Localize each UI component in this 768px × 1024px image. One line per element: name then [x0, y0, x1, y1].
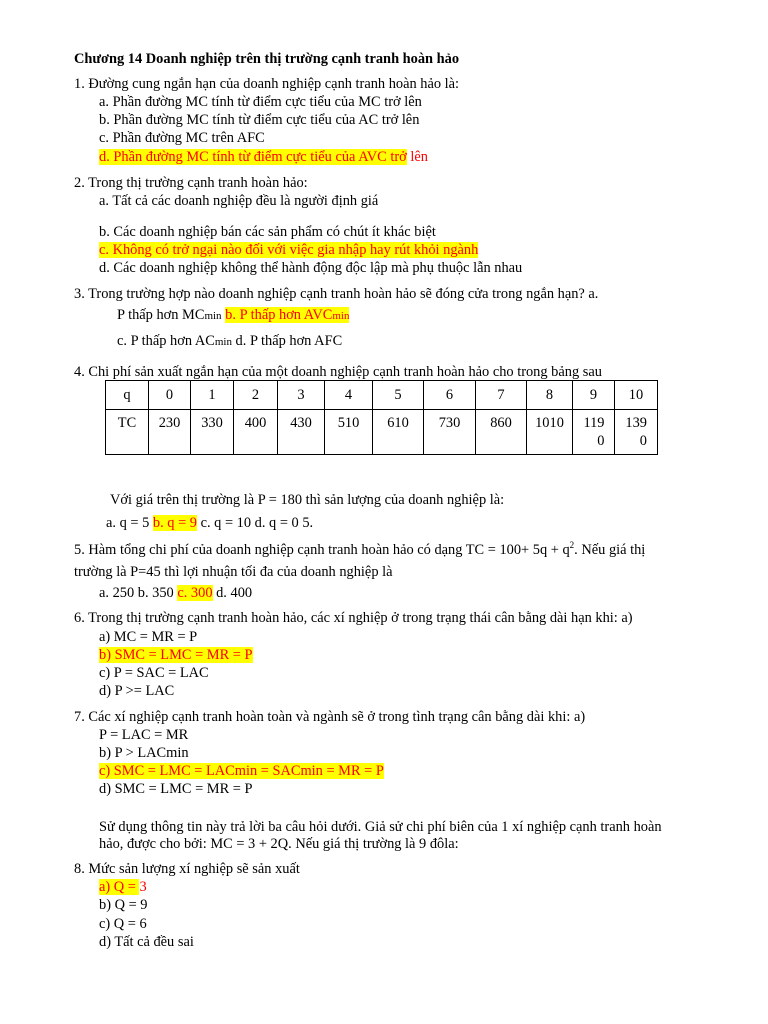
- table-row-q: [106, 381, 658, 410]
- q3-option-c: c. P thấp hơn ACmin: [117, 333, 232, 349]
- table-cell: 730: [424, 410, 476, 455]
- q8-stem: 8. Mức sản lượng xí nghiệp sẽ sản xuất: [74, 861, 300, 877]
- q2-option-c: [99, 241, 478, 259]
- table-cell: 230: [149, 410, 191, 455]
- q7-option-c: [99, 762, 384, 780]
- table-cell: 8: [527, 381, 573, 410]
- q6-option-b: [99, 646, 253, 664]
- q3-option-a: P thấp hơn MCmin: [117, 307, 222, 323]
- table-cell: 610: [373, 410, 424, 455]
- table-cell: 1190: [573, 410, 615, 455]
- q7-stem: 7. Các xí nghiệp cạnh tranh hoàn toàn và ngành sẽ ở trong tình trạng cân bằng dài khi: a): [74, 709, 586, 725]
- q6-stem: 6. Trong thị trường cạnh tranh hoàn hảo, các xí nghiệp ở trong trạng thái cân bằng dài hạn khi: a): [74, 610, 633, 626]
- q8-option-d: d) Tất cả đều sai: [99, 934, 194, 950]
- q3-options-ab: [117, 306, 349, 325]
- table-cell: 4: [325, 381, 373, 410]
- q6-option-c: c) P = SAC = LAC: [99, 665, 209, 681]
- table-cell: 330: [191, 410, 234, 455]
- chapter-title: Chương 14 Doanh nghiệp trên thị trường cạnh tranh hoàn hảo: [74, 51, 460, 67]
- table-cell: 6: [424, 381, 476, 410]
- table-cell: 0: [149, 381, 191, 410]
- table-cell: q: [106, 381, 149, 410]
- table-cell: 7: [476, 381, 527, 410]
- table-row-tc: [106, 410, 658, 455]
- q8-option-b: b) Q = 9: [99, 897, 148, 913]
- info-line1: Sử dụng thông tin này trả lời ba câu hỏi dưới. Giả sử chi phí biên của 1 xí nghiệp cạnh tranh hoàn: [99, 819, 662, 835]
- table-cell: 10: [615, 381, 658, 410]
- q1-stem: 1. Đường cung ngắn hạn của doanh nghiệp cạnh tranh hoàn hảo là:: [74, 76, 460, 92]
- q4-stem: 4. Chi phí sản xuất ngắn hạn của một doanh nghiệp cạnh tranh hoàn hảo cho trong bảng sau: [74, 364, 602, 380]
- q7-option-d: d) SMC = LMC = MR = P: [99, 781, 253, 797]
- q7-option-b: b) P > LACmin: [99, 745, 189, 761]
- q4-question: Với giá trên thị trường là P = 180 thì sản lượng của doanh nghiệp là:: [110, 492, 505, 508]
- q7-option-c-highlight: c) SMC = LMC = LACmin = SACmin = MR = P: [99, 763, 384, 779]
- q3-option-b-highlight: b. P thấp hơn AVCmin: [225, 307, 350, 323]
- q5-options: a. 250 b. 350 c. 300 d. 400: [99, 585, 253, 601]
- table-cell: 860: [476, 410, 527, 455]
- q1-option-d: [99, 148, 428, 166]
- q1-option-a: a. Phần đường MC tính từ điểm cực tiểu của MC trở lên: [99, 94, 422, 110]
- q8-option-a: a) Q = 3: [99, 879, 147, 895]
- table-cell: 1: [191, 381, 234, 410]
- table-cell: 9: [573, 381, 615, 410]
- table-cell: 430: [278, 410, 325, 455]
- table-cell: 1390: [615, 410, 658, 455]
- table-cell: 400: [234, 410, 278, 455]
- q8-option-c: c) Q = 6: [99, 916, 147, 932]
- q4-options: a. q = 5 b. q = 9 c. q = 10 d. q = 0 5.: [106, 515, 314, 531]
- q8-option-a-highlight: a) Q =: [99, 879, 140, 895]
- q7-option-a: P = LAC = MR: [99, 727, 189, 743]
- q5-option-c-highlight: c. 300: [177, 585, 213, 601]
- q3-options-cd: [117, 332, 342, 351]
- table-cell: 5: [373, 381, 424, 410]
- q5-stem-line2: trường là P=45 thì lợi nhuận tối đa của doanh nghiệp là: [74, 564, 393, 580]
- info-line2: hảo, được cho bởi: MC = 3 + 2Q. Nếu giá thị trường là 9 đôla:: [99, 836, 459, 852]
- q1-option-d-tail: lên: [406, 149, 428, 165]
- q1-option-d-highlight: d. Phần đường MC tính từ điểm cực tiểu của AVC trở: [99, 149, 407, 165]
- q2-stem: 2. Trong thị trường cạnh tranh hoàn hảo:: [74, 175, 308, 191]
- table-cell: 510: [325, 410, 373, 455]
- table-cell: 2: [234, 381, 278, 410]
- q5-stem-line1: 5. Hàm tổng chi phí của doanh nghiệp cạnh tranh hoàn hảo có dạng TC = $100+ 5q + q^2$. Nếu giá thị: [74, 540, 646, 558]
- q1-option-c: c. Phần đường MC trên AFC: [99, 130, 265, 146]
- q3-option-d: d. P thấp hơn AFC: [231, 333, 343, 349]
- table-cell: TC: [106, 410, 149, 455]
- q4-option-b-highlight: b. q = 9: [152, 515, 197, 531]
- q2-option-c-highlight: c. Không có trở ngại nào đối với việc gia nhập hay rút khỏi ngành: [99, 242, 479, 258]
- table-cell: 1010: [527, 410, 573, 455]
- q6-option-b-highlight: b) SMC = LMC = MR = P: [99, 647, 253, 663]
- q6-option-a: a) MC = MR = P: [99, 629, 198, 645]
- q6-option-d: d) P >= LAC: [99, 683, 175, 699]
- q1-option-b: b. Phần đường MC tính từ điểm cực tiểu của AC trở lên: [99, 112, 420, 128]
- q2-option-b: b. Các doanh nghiệp bán các sản phẩm có chút ít khác biệt: [99, 224, 436, 240]
- q3-stem: 3. Trong trường hợp nào doanh nghiệp cạnh tranh hoàn hảo sẽ đóng cửa trong ngắn hạn? a.: [74, 286, 599, 302]
- cost-table: [105, 380, 658, 455]
- q2-option-d: d. Các doanh nghiệp không thể hành động độc lập mà phụ thuộc lẫn nhau: [99, 260, 523, 276]
- q2-option-a: a. Tất cả các doanh nghiệp đều là người định giá: [99, 193, 379, 209]
- table-cell: 3: [278, 381, 325, 410]
